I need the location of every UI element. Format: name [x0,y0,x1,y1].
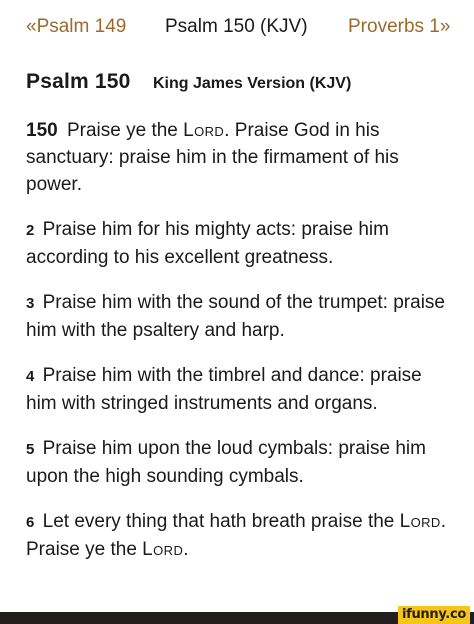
previous-chapter-link[interactable]: «Psalm 149 [26,16,127,37]
version-title: King James Version (KJV) [153,75,352,92]
verse-number: 4 [26,368,35,385]
verse-list [26,117,456,581]
current-chapter-label: Psalm 150 (KJV) [165,16,308,37]
verse-text: . Praise ye the [26,511,446,560]
chapter-title: Psalm 150 [26,70,131,93]
verse-text: Let every thing that hath breath praise the [42,511,400,532]
verse-number: 6 [26,514,35,531]
verse-number: 5 [26,441,35,458]
verse-text: Praise him for his mighty acts: praise him according to his excellent greatness. [26,219,389,268]
verse-text: Praise him with the timbrel and dance: praise him with stringed instruments and organs. [26,365,422,414]
verse-6 [26,508,456,563]
next-chapter-link[interactable]: Proverbs 1» [348,16,451,37]
divine-name: Lord [183,120,225,141]
verse-number: 150 [26,120,58,141]
verse-4 [26,362,456,417]
verse-number: 2 [26,222,35,239]
verse-text: . Praise God in his sanctuary: praise him in the firmament of his power. [26,120,399,195]
chapter-navigation [0,14,474,44]
verse-text: Praise him with the sound of the trumpet: praise him with the psaltery and harp. [26,292,445,341]
verse-text: . [183,539,189,560]
verse-5 [26,435,456,490]
verse-3 [26,289,456,344]
verse-number: 3 [26,295,35,312]
watermark-logo: ifunny.co [398,606,470,624]
divine-name: Lord [399,511,441,532]
verse-text: Praise him upon the loud cymbals: praise him upon the high sounding cymbals. [26,438,426,487]
divine-name: Lord [142,539,184,560]
verse-text: Praise ye the [66,120,184,141]
verse-2 [26,216,456,271]
passage-header [26,70,351,94]
verse-1 [26,117,456,198]
